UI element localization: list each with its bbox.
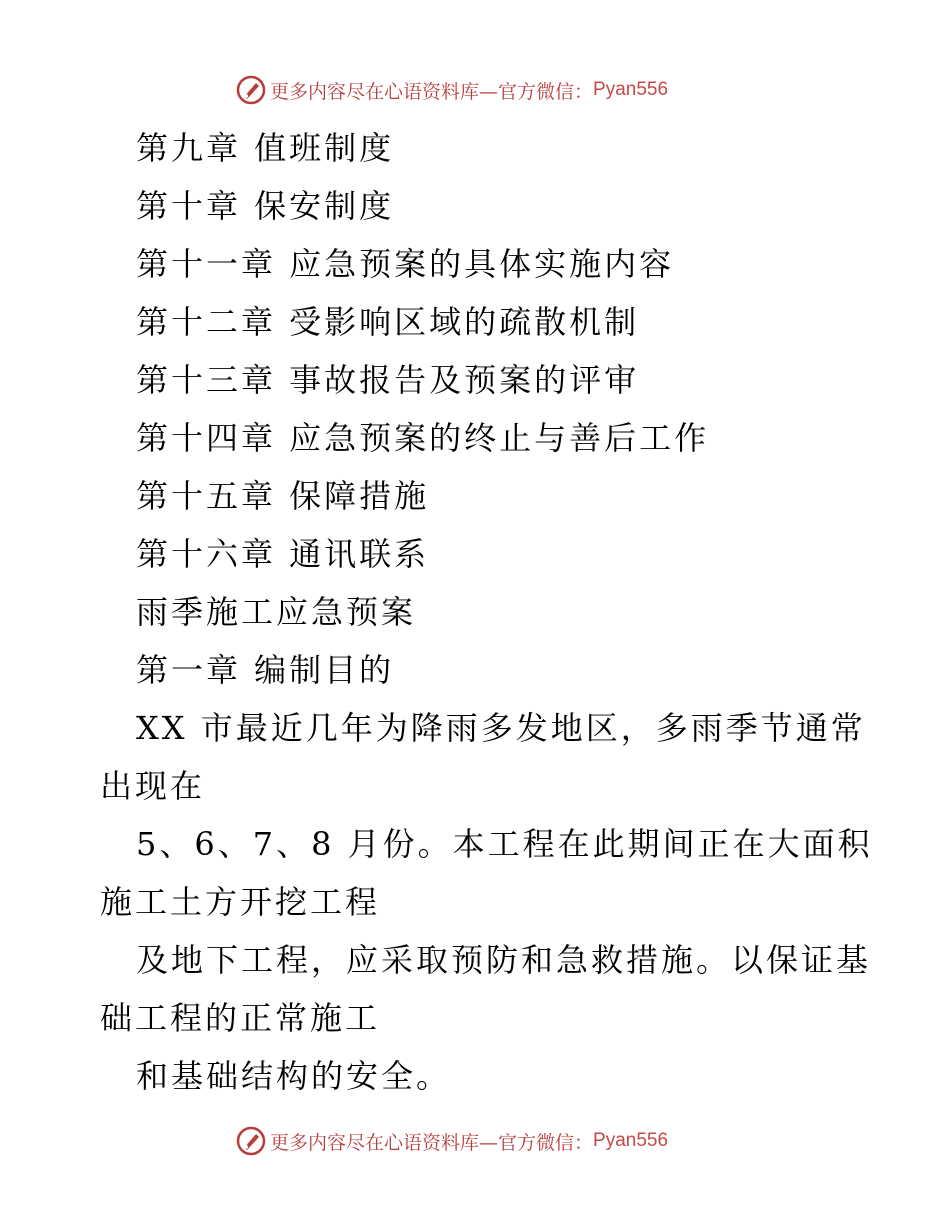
pen-logo-icon xyxy=(236,75,266,105)
toc-line: 第十六章 通讯联系 xyxy=(136,535,430,573)
watermark-text: 更多内容尽在心语资料库—官方微信： xyxy=(270,80,594,103)
paragraph-line: 及地下工程，应采取预防和急救措施。以保证基 xyxy=(136,941,872,979)
toc-line: 第十五章 保障措施 xyxy=(136,477,430,515)
toc-line: 第十四章 应急预案的终止与善后工作 xyxy=(136,419,710,457)
toc-line: 第十三章 事故报告及预案的评审 xyxy=(136,361,640,399)
paragraph-line: 和基础结构的安全。 xyxy=(136,1057,452,1095)
watermark-brand: Pyan556 xyxy=(593,79,669,100)
section-title: 雨季施工应急预案 xyxy=(136,593,417,631)
watermark-brand: Pyan556 xyxy=(593,1130,669,1151)
paragraph-line: 5、6、7、8 月份。本工程在此期间正在大面积 xyxy=(136,825,873,863)
watermark-footer xyxy=(236,1124,668,1158)
watermark-header xyxy=(236,73,668,107)
chapter-heading: 第一章 编制目的 xyxy=(136,651,395,689)
toc-line: 第十一章 应急预案的具体实施内容 xyxy=(136,245,675,283)
toc-line: 第十二章 受影响区域的疏散机制 xyxy=(136,303,640,341)
paragraph-line: 出现在 xyxy=(100,767,206,805)
paragraph-line: 施工土方开挖工程 xyxy=(100,883,381,921)
toc-line: 第十章 保安制度 xyxy=(136,187,395,225)
pen-logo-icon xyxy=(236,1126,266,1156)
paragraph-line: 础工程的正常施工 xyxy=(100,999,381,1037)
toc-line: 第九章 值班制度 xyxy=(136,129,395,167)
paragraph-line: XX 市最近几年为降雨多发地区，多雨季节通常 xyxy=(136,709,866,747)
watermark-text: 更多内容尽在心语资料库—官方微信： xyxy=(270,1131,594,1154)
